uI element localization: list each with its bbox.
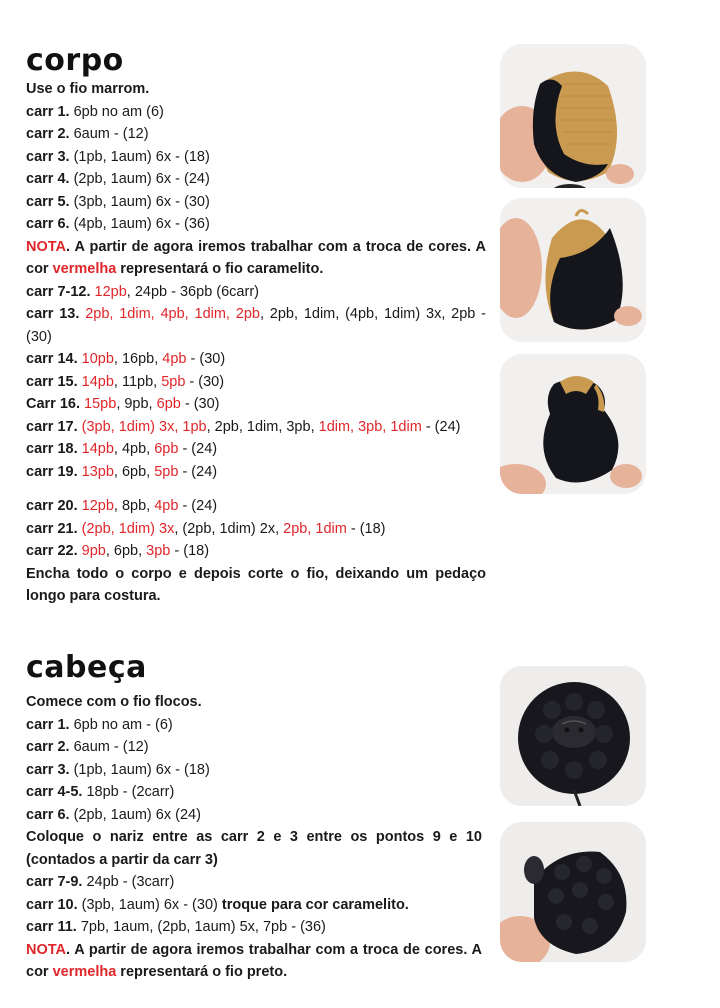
corpo-line: [26, 416, 486, 439]
photo-head-side: [500, 822, 646, 962]
instruction-text: - (18): [170, 543, 210, 559]
red-highlight-text: 14pb: [81, 373, 114, 390]
instruction-text: Comece com o fio flocos.: [26, 694, 202, 710]
corpo-line: [26, 281, 486, 304]
instruction-text: carr 1.: [26, 716, 74, 733]
corpo-instructions: [26, 78, 486, 608]
instruction-text: , 16pb,: [113, 351, 163, 367]
photo-body-round-6: [500, 44, 646, 188]
instruction-text: . A partir de agora iremos trabalhar com a troca de cores. A cor: [26, 238, 486, 277]
instruction-text: (1pb, 1aum) 6x - (18): [73, 761, 210, 778]
red-highlight-text: 13pb: [81, 463, 114, 480]
instruction-text: carr 15.: [26, 373, 82, 390]
instruction-text: - (24): [178, 441, 218, 457]
red-highlight-text: vermelha: [52, 261, 117, 277]
instruction-text: carr 11.: [26, 919, 81, 935]
instruction-text: Coloque o nariz entre as carr 2 e 3 entre os pontos 9 e 10 (contados a partir da carr 3): [26, 829, 482, 868]
instruction-text: 6pb no am (6): [73, 103, 164, 120]
instruction-text: carr 21.: [26, 520, 82, 537]
corpo-line: [26, 563, 486, 608]
instruction-text: Use o fio marrom.: [26, 81, 150, 97]
cabeca-line: [26, 871, 482, 894]
photo-head-front: [500, 666, 646, 806]
instruction-text: , 9pb,: [116, 396, 157, 412]
instruction-text: 7pb, 1aum, (2pb, 1aum) 5x, 7pb - (36): [80, 919, 326, 935]
instruction-text: carr 6.: [26, 216, 74, 232]
red-highlight-text: 1dim, 3pb, 1dim: [318, 418, 422, 435]
red-highlight-text: NOTA: [26, 941, 67, 958]
instruction-text: Encha todo o corpo e depois corte o fio, deixando um pedaço longo para costura.: [26, 565, 486, 604]
instruction-text: , 11pb,: [113, 373, 162, 390]
instruction-text: , 4pb,: [113, 441, 155, 457]
red-highlight-text: (2pb, 1dim) 3x: [81, 520, 175, 537]
instruction-text: representará o fio caramelito.: [116, 261, 324, 277]
instruction-text: carr 2.: [26, 739, 74, 755]
red-highlight-text: 10pb: [81, 351, 114, 367]
instruction-text: carr 4.: [26, 171, 74, 187]
cabeca-line: [26, 691, 482, 714]
corpo-line: [26, 438, 486, 461]
red-highlight-text: 6pb: [154, 441, 179, 457]
instruction-text: (1pb, 1aum) 6x - (18): [73, 148, 210, 165]
instruction-text: - (24): [178, 498, 218, 514]
instruction-text: , 2pb, 1dim, 3pb,: [206, 418, 319, 435]
cabeca-line: [26, 939, 482, 984]
instruction-text: 18pb - (2carr): [86, 784, 175, 800]
instruction-text: carr 19.: [26, 463, 82, 480]
instruction-text: 24pb - (3carr): [86, 874, 175, 890]
instruction-text: - (30): [180, 396, 220, 412]
corpo-line: [26, 303, 486, 348]
cabeca-instructions: [26, 691, 482, 984]
corpo-line: [26, 348, 486, 371]
instruction-text: carr 2.: [26, 126, 74, 142]
cabeca-line: [26, 714, 482, 737]
instruction-text: 6aum - (12): [73, 126, 149, 142]
photo-body-back: [500, 354, 646, 494]
corpo-line: [26, 101, 486, 124]
red-highlight-text: 3pb: [146, 543, 171, 559]
red-highlight-text: vermelha: [52, 964, 117, 980]
instruction-text: , (2pb, 1dim) 2x,: [174, 520, 284, 537]
instruction-text: - (30): [185, 373, 225, 390]
corpo-line: [26, 371, 486, 394]
instruction-text: carr 7-9.: [26, 874, 87, 890]
instruction-text: carr 10.: [26, 896, 82, 913]
instruction-text: - (18): [346, 520, 386, 537]
red-highlight-text: 2pb, 1dim: [283, 520, 347, 537]
section-title-corpo: corpo: [26, 43, 124, 78]
instruction-text: (2pb, 1aum) 6x (24): [73, 806, 201, 823]
corpo-line: [26, 191, 486, 214]
instruction-text: , 2pb, 1dim, (4pb, 1dim) 3x, 2pb - (30): [26, 306, 486, 345]
instruction-text: carr 13.: [26, 306, 86, 322]
instruction-text: - (24): [178, 463, 218, 480]
section-corpo: [26, 44, 486, 608]
instruction-text: carr 17.: [26, 418, 82, 435]
instruction-text: carr 18.: [26, 441, 82, 457]
red-highlight-text: 12pb: [81, 498, 114, 514]
instruction-text: carr 20.: [26, 498, 82, 514]
instruction-text: 6aum - (12): [73, 739, 149, 755]
cabeca-line: [26, 894, 482, 917]
instruction-text: carr 6.: [26, 806, 74, 823]
red-highlight-text: 5pb: [161, 373, 186, 390]
corpo-line: [26, 146, 486, 169]
red-highlight-text: 4pb: [154, 498, 179, 514]
instruction-text: 6pb no am - (6): [73, 716, 173, 733]
red-highlight-text: 6pb: [156, 396, 181, 412]
cabeca-line: [26, 804, 482, 827]
instruction-text: carr 3.: [26, 761, 74, 778]
instruction-text: . A partir de agora iremos trabalhar com a troca de cores. A cor: [26, 941, 482, 980]
instruction-text: (3pb, 1aum) 6x - (30): [73, 193, 210, 210]
instruction-text: (3pb, 1aum) 6x - (30): [81, 896, 222, 913]
corpo-line: [26, 168, 486, 191]
instruction-text: (2pb, 1aum) 6x - (24): [73, 171, 210, 187]
corpo-line: [26, 213, 486, 236]
cabeca-line: [26, 826, 482, 871]
red-highlight-text: 4pb: [162, 351, 187, 367]
instruction-text: carr 7-12.: [26, 283, 95, 300]
cabeca-line: [26, 736, 482, 759]
instruction-text: , 6pb,: [105, 543, 147, 559]
instruction-text: - (30): [186, 351, 226, 367]
photo-body-side: [500, 198, 646, 342]
red-highlight-text: 14pb: [81, 441, 114, 457]
instruction-text: carr 14.: [26, 351, 82, 367]
instruction-text: carr 3.: [26, 148, 74, 165]
red-highlight-text: 2pb, 1dim, 4pb, 1dim, 2pb: [85, 306, 260, 322]
instruction-text: carr 22.: [26, 543, 82, 559]
corpo-line: [26, 540, 486, 563]
red-highlight-text: 9pb: [81, 543, 106, 559]
cabeca-line: [26, 781, 482, 804]
instruction-text: representará o fio preto.: [116, 964, 288, 980]
corpo-line: [26, 236, 486, 281]
cabeca-line: [26, 759, 482, 782]
corpo-line: [26, 393, 486, 416]
instruction-text: carr 4-5.: [26, 784, 87, 800]
corpo-line: [26, 123, 486, 146]
instruction-text: Carr 16.: [26, 396, 85, 412]
cabeca-line: [26, 916, 482, 939]
red-highlight-text: (3pb, 1dim) 3x, 1pb: [81, 418, 207, 435]
instruction-text: troque para cor caramelito.: [221, 896, 409, 913]
red-highlight-text: 15pb: [84, 396, 117, 412]
instruction-text: , 6pb,: [113, 463, 155, 480]
red-highlight-text: 5pb: [154, 463, 179, 480]
section-title-cabeca: cabeça: [26, 650, 147, 685]
instruction-text: (4pb, 1aum) 6x - (36): [73, 216, 210, 232]
red-highlight-text: 12pb: [94, 283, 127, 300]
section-cabeca: [26, 651, 482, 984]
corpo-line: [26, 495, 486, 518]
instruction-text: , 24pb - 36pb (6carr): [126, 283, 259, 300]
red-highlight-text: NOTA: [26, 238, 67, 255]
instruction-text: carr 5.: [26, 193, 74, 210]
instruction-text: - (24): [421, 418, 461, 435]
corpo-line: [26, 78, 486, 101]
instruction-text: , 8pb,: [113, 498, 155, 514]
corpo-line: [26, 461, 486, 484]
corpo-line: [26, 518, 486, 541]
instruction-text: carr 1.: [26, 103, 74, 120]
